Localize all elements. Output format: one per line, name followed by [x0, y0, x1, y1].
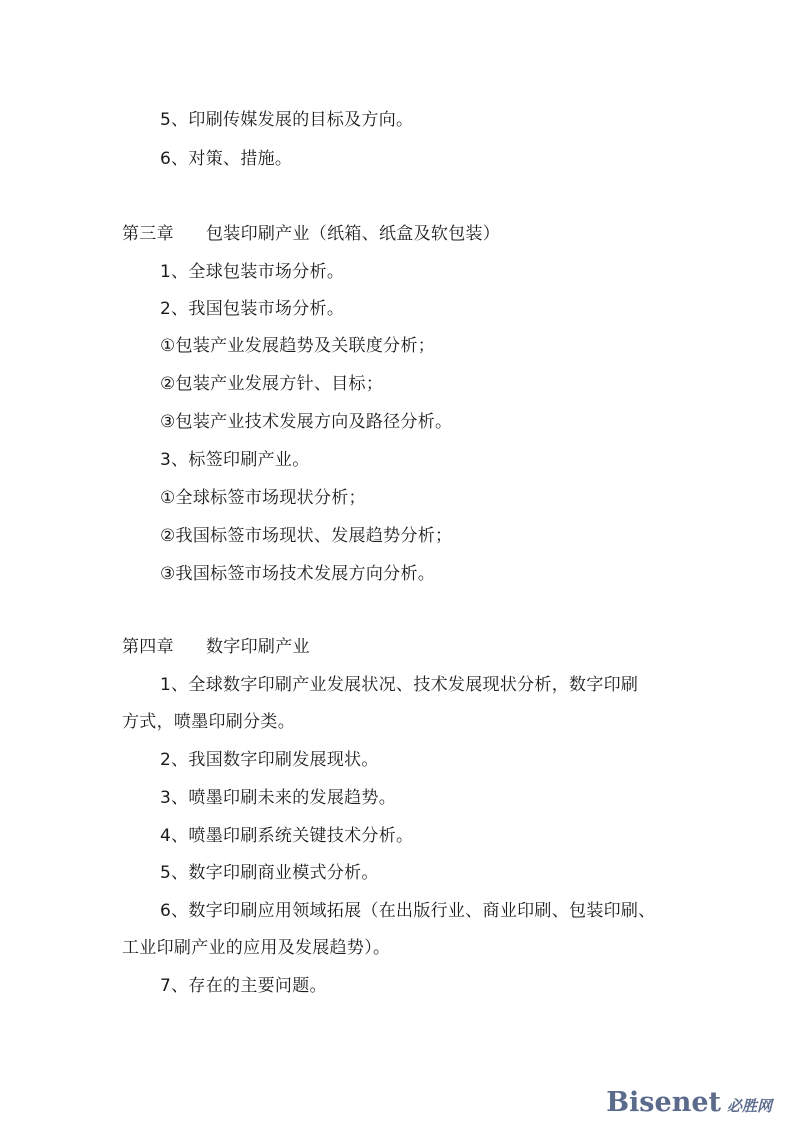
- list-item: 1、全球数字印刷产业发展状况、技术发展现状分析，数字印刷: [160, 675, 639, 695]
- chapter-number: 第三章: [122, 224, 174, 244]
- list-item: ②我国标签市场现状、发展趋势分析；: [160, 526, 453, 546]
- list-item: 4、喷墨印刷系统关键技术分析。: [160, 826, 414, 846]
- chapter-title: 包装印刷产业（纸箱、纸盒及软包装）: [206, 224, 501, 244]
- list-item: ①全球标签市场现状分析；: [160, 488, 366, 508]
- chapter-title: 数字印刷产业: [206, 637, 310, 657]
- list-item-continuation: 方式，喷墨印刷分类。: [122, 712, 295, 732]
- list-item: 2、我国数字印刷发展现状。: [160, 750, 379, 770]
- logo-brand: Bisenet: [606, 1087, 721, 1118]
- list-item: 3、标签印刷产业。: [160, 450, 310, 470]
- list-item: ③我国标签市场技术发展方向分析。: [160, 564, 436, 584]
- list-item: 6、数字印刷应用领域拓展（在出版行业、商业印刷、包装印刷、: [160, 901, 656, 921]
- logo-brand-cn: 必胜网: [726, 1097, 772, 1115]
- list-item: ③包装产业技术发展方向及路径分析。: [160, 412, 453, 432]
- list-item: 6、对策、措施。: [160, 149, 293, 169]
- chapter-heading: [122, 636, 310, 658]
- list-item: 1、全球包装市场分析。: [160, 262, 345, 282]
- list-item: 7、存在的主要问题。: [160, 976, 327, 996]
- list-item: 3、喷墨印刷未来的发展趋势。: [160, 788, 397, 808]
- list-item: 5、印刷传媒发展的目标及方向。: [160, 110, 414, 130]
- watermark-logo: [606, 1087, 772, 1117]
- list-item: ①包装产业发展趋势及关联度分析；: [160, 336, 436, 356]
- chapter-number: 第四章: [122, 637, 174, 657]
- chapter-heading: [122, 223, 500, 245]
- list-item: ②包装产业发展方针、目标；: [160, 374, 384, 394]
- list-item: 2、我国包装市场分析。: [160, 299, 345, 319]
- list-item-continuation: 工业印刷产业的应用及发展趋势）。: [122, 938, 391, 958]
- list-item: 5、数字印刷商业模式分析。: [160, 863, 379, 883]
